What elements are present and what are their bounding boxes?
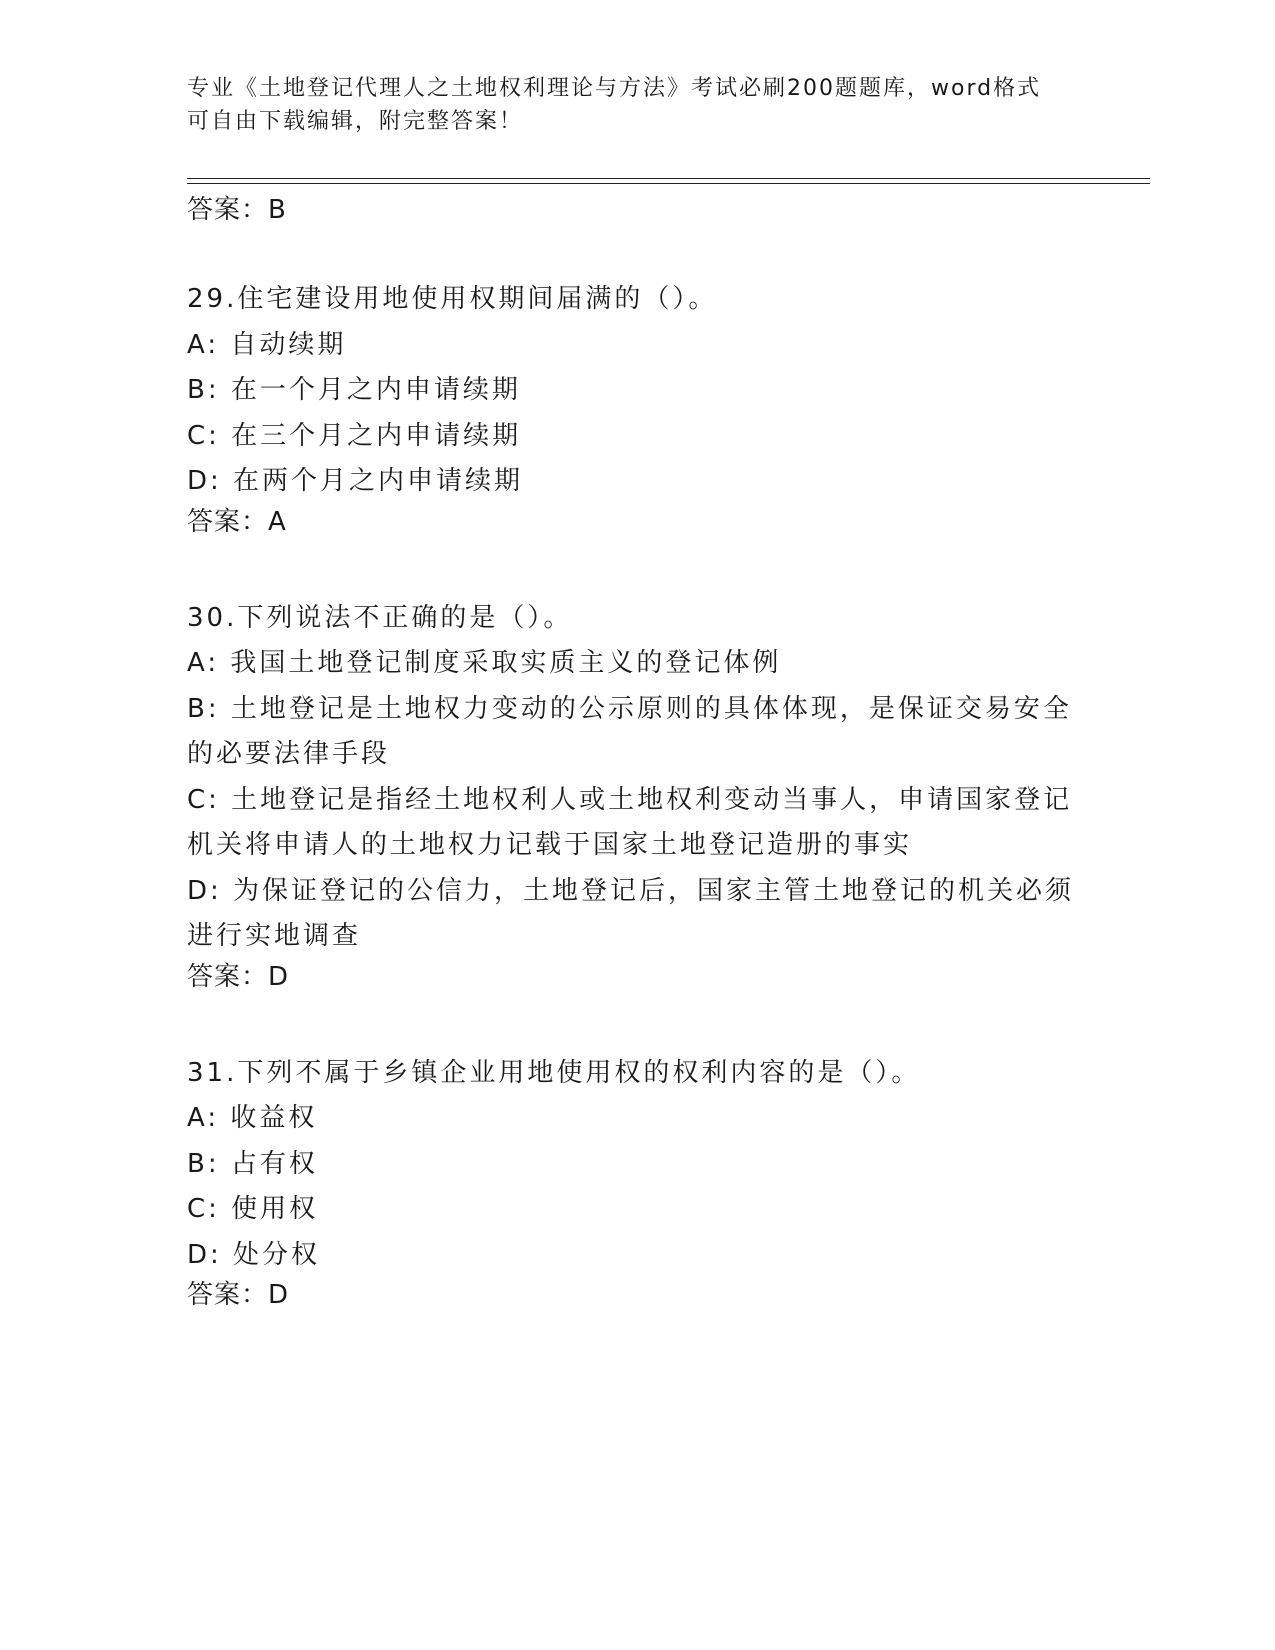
header-rule-bottom	[187, 183, 1150, 184]
header-rule-top	[187, 178, 1150, 179]
header-line-2: 可自由下载编辑，附完整答案！	[187, 109, 524, 134]
header-line-1: 专业《土地登记代理人之土地权利理论与方法》考试必刷200题题库，word格式	[187, 76, 1042, 101]
answer: 答案：A	[187, 506, 287, 537]
question-stem: 29.住宅建设用地使用权期间届满的（）。	[187, 284, 718, 314]
option-a: A: 我国土地登记制度采取实质主义的登记体例	[187, 648, 782, 678]
question-30	[187, 596, 1087, 994]
document-header	[187, 72, 1067, 138]
answer: 答案：D	[187, 961, 290, 992]
question-31	[187, 1051, 1087, 1313]
answer: 答案：D	[187, 1280, 290, 1310]
option-d: D: 处分权	[187, 1239, 321, 1270]
option-a: A: 收益权	[187, 1103, 318, 1133]
option-c: C: 在三个月之内申请续期	[187, 420, 522, 451]
question-29	[187, 277, 1087, 539]
question-stem: 30.下列说法不正确的是（）。	[187, 602, 573, 633]
question-list	[187, 193, 1087, 1312]
option-c: C: 使用权	[187, 1194, 319, 1224]
option-a: A: 自动续期	[187, 329, 347, 360]
option-b: B: 在一个月之内申请续期	[187, 375, 521, 405]
option-b: B: 土地登记是土地权力变动的公示原则的具体体现，是保证交易安全的必要法律手段	[187, 693, 1072, 769]
option-b: B: 占有权	[187, 1148, 318, 1179]
option-d: D: 为保证登记的公信力，土地登记后，国家主管土地登记的机关必须进行实地调查	[187, 875, 1075, 951]
question-stem: 31.下列不属于乡镇企业用地使用权的权利内容的是（）。	[187, 1057, 921, 1088]
answer-28: 答案：B	[187, 195, 287, 225]
option-c: C: 土地登记是指经土地权利人或土地权利变动当事人，申请国家登记机关将申请人的土地权力记载于国家土地登记造册的事实	[187, 784, 1073, 860]
option-d: D: 在两个月之内申请续期	[187, 466, 524, 496]
